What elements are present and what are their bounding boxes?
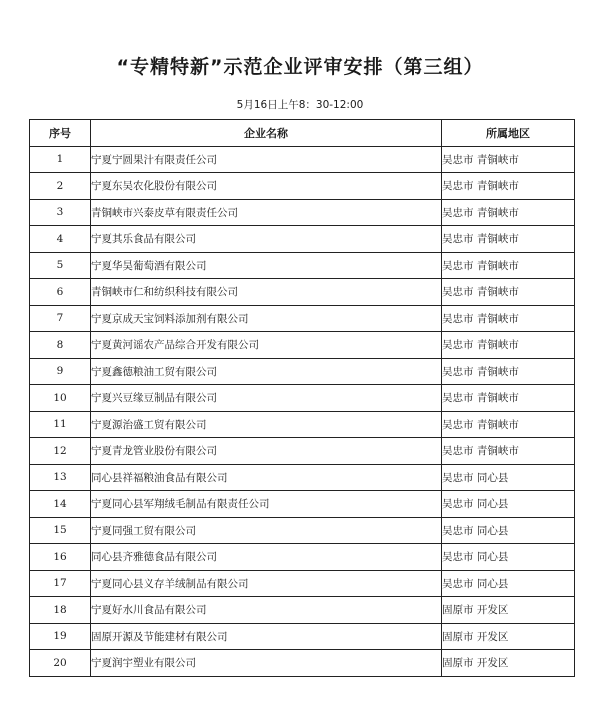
row-company-name: 宁夏好水川食品有限公司	[91, 597, 442, 624]
row-company-name: 宁夏同强工贸有限公司	[91, 517, 442, 544]
row-region: 吴忠市 青铜峡市	[442, 226, 575, 253]
row-serial: 17	[30, 570, 91, 597]
row-region: 吴忠市 青铜峡市	[442, 358, 575, 385]
row-serial: 3	[30, 199, 91, 226]
row-region: 吴忠市 青铜峡市	[442, 385, 575, 412]
row-region: 固原市 开发区	[442, 597, 575, 624]
row-company-name: 宁夏兴豆缘豆制品有限公司	[91, 385, 442, 412]
table-row	[30, 173, 575, 200]
row-serial: 7	[30, 305, 91, 332]
row-company-name: 宁夏东吴农化股份有限公司	[91, 173, 442, 200]
row-region: 吴忠市 同心县	[442, 464, 575, 491]
table-row	[30, 544, 575, 571]
row-company-name: 宁夏其乐食品有限公司	[91, 226, 442, 253]
table-row	[30, 146, 575, 173]
table-body	[30, 146, 575, 676]
table-row	[30, 252, 575, 279]
row-region: 吴忠市 同心县	[442, 570, 575, 597]
table-header-row	[30, 120, 575, 147]
row-company-name: 固原开源及节能建材有限公司	[91, 623, 442, 650]
row-region: 吴忠市 青铜峡市	[442, 438, 575, 465]
row-region: 吴忠市 同心县	[442, 491, 575, 518]
table-row	[30, 464, 575, 491]
row-region: 吴忠市 青铜峡市	[442, 173, 575, 200]
row-serial: 5	[30, 252, 91, 279]
row-region: 固原市 开发区	[442, 623, 575, 650]
schedule-time: 5月16日上午8：30-12:00	[236, 99, 364, 111]
header-company-name: 企业名称	[91, 120, 442, 147]
table-row	[30, 623, 575, 650]
row-company-name: 青铜峡市兴泰皮草有限责任公司	[91, 199, 442, 226]
row-company-name: 宁夏黄河谣农产品综合开发有限公司	[91, 332, 442, 359]
table-row	[30, 332, 575, 359]
table-row	[30, 226, 575, 253]
row-serial: 16	[30, 544, 91, 571]
row-serial: 11	[30, 411, 91, 438]
table-row	[30, 411, 575, 438]
row-company-name: 宁夏同心县军翔绒毛制品有限责任公司	[91, 491, 442, 518]
row-serial: 10	[30, 385, 91, 412]
table-row	[30, 279, 575, 306]
row-company-name: 宁夏鑫德粮油工贸有限公司	[91, 358, 442, 385]
row-region: 吴忠市 青铜峡市	[442, 199, 575, 226]
row-company-name: 宁夏同心县义存羊绒制品有限公司	[91, 570, 442, 597]
row-serial: 1	[30, 146, 91, 173]
row-serial: 6	[30, 279, 91, 306]
row-region: 吴忠市 青铜峡市	[442, 411, 575, 438]
row-serial: 4	[30, 226, 91, 253]
row-company-name: 宁夏宁圆果汁有限责任公司	[91, 146, 442, 173]
row-serial: 14	[30, 491, 91, 518]
row-serial: 15	[30, 517, 91, 544]
row-serial: 20	[30, 650, 91, 677]
row-company-name: 宁夏源治盛工贸有限公司	[91, 411, 442, 438]
row-serial: 12	[30, 438, 91, 465]
row-serial: 9	[30, 358, 91, 385]
table-row	[30, 517, 575, 544]
table-row	[30, 305, 575, 332]
table-row	[30, 358, 575, 385]
row-company-name: 青铜峡市仁和纺织科技有限公司	[91, 279, 442, 306]
table-row	[30, 199, 575, 226]
row-serial: 2	[30, 173, 91, 200]
row-company-name: 宁夏华昊葡萄酒有限公司	[91, 252, 442, 279]
row-region: 吴忠市 同心县	[442, 517, 575, 544]
row-company-name: 宁夏京成天宝饲料添加剂有限公司	[91, 305, 442, 332]
row-region: 吴忠市 青铜峡市	[442, 279, 575, 306]
row-serial: 13	[30, 464, 91, 491]
row-region: 固原市 开发区	[442, 650, 575, 677]
enterprise-table	[29, 119, 575, 677]
row-company-name: 同心县祥福粮油食品有限公司	[91, 464, 442, 491]
row-region: 吴忠市 青铜峡市	[442, 332, 575, 359]
header-serial: 序号	[30, 120, 91, 147]
row-serial: 8	[30, 332, 91, 359]
table-row	[30, 650, 575, 677]
page-title: “专精特新”示范企业评审安排（第三组）	[116, 56, 484, 78]
table-row	[30, 570, 575, 597]
row-region: 吴忠市 青铜峡市	[442, 252, 575, 279]
row-company-name: 同心县齐雅德食品有限公司	[91, 544, 442, 571]
table-row	[30, 385, 575, 412]
row-company-name: 宁夏润宇塑业有限公司	[91, 650, 442, 677]
table-row	[30, 491, 575, 518]
row-region: 吴忠市 青铜峡市	[442, 305, 575, 332]
row-serial: 18	[30, 597, 91, 624]
row-region: 吴忠市 青铜峡市	[442, 146, 575, 173]
row-region: 吴忠市 同心县	[442, 544, 575, 571]
header-region: 所属地区	[442, 120, 575, 147]
row-serial: 19	[30, 623, 91, 650]
table-row	[30, 438, 575, 465]
row-company-name: 宁夏青龙管业股份有限公司	[91, 438, 442, 465]
table-row	[30, 597, 575, 624]
